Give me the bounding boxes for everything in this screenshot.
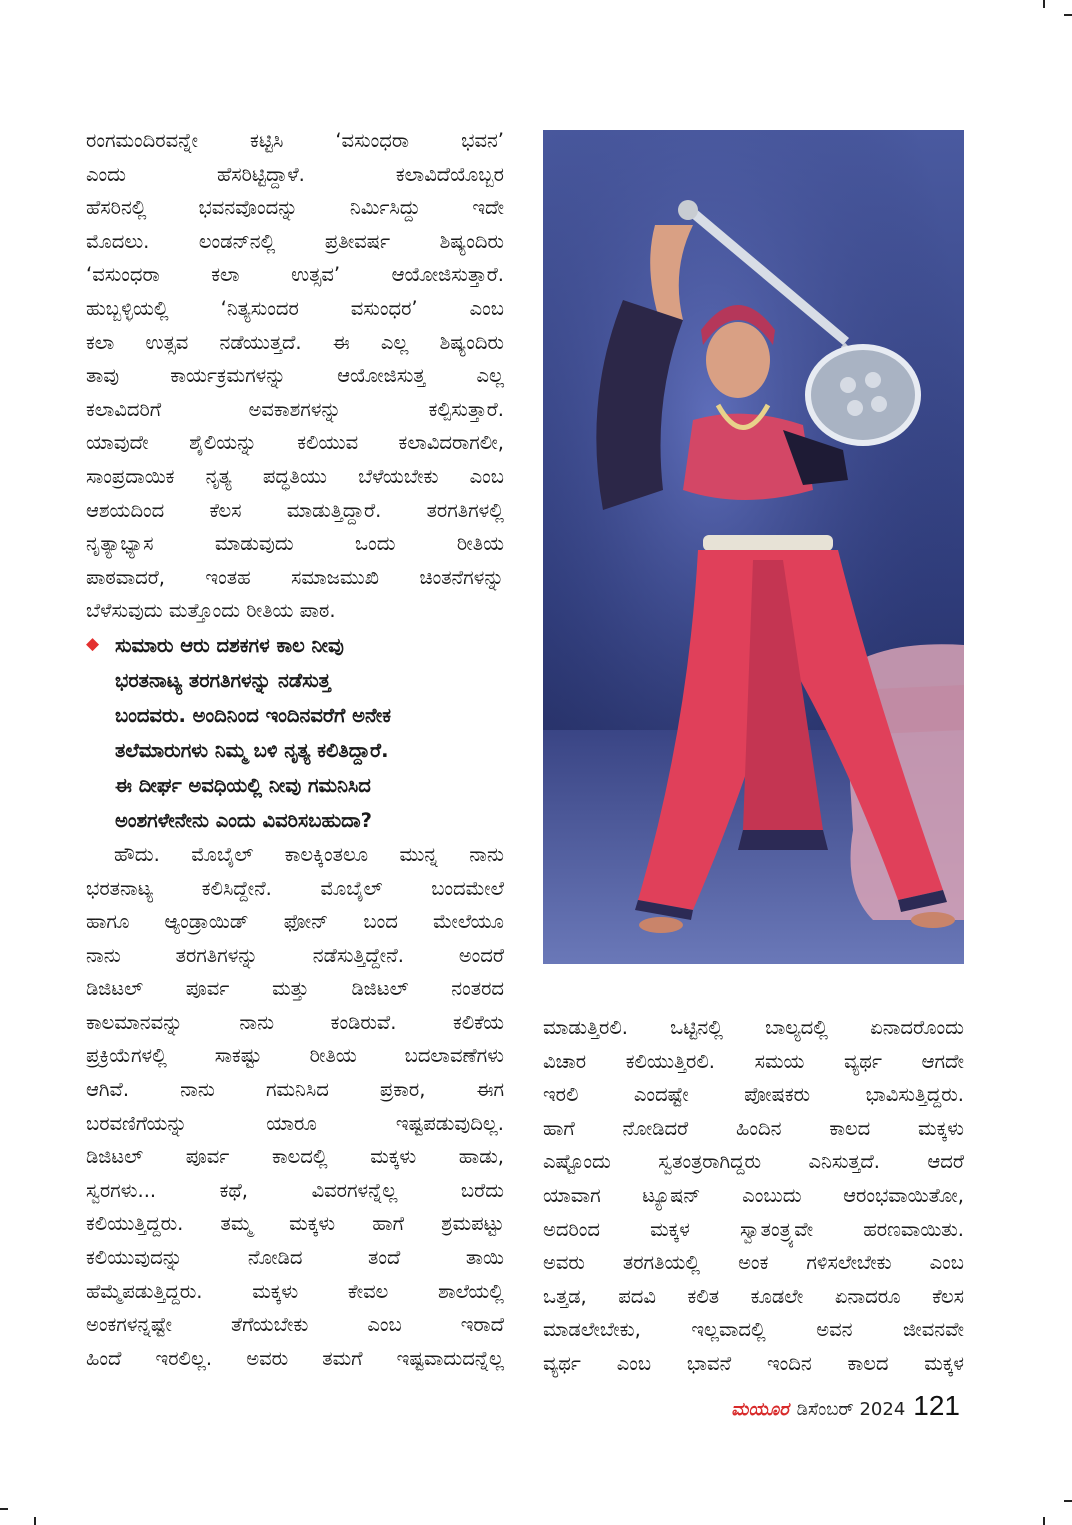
text-line: ಅಂಕಗಳನ್ನಷ್ಟೇ ತೆಗೆಯಬೇಕು ಎಂಬ ಇರಾದೆ <box>86 1313 504 1337</box>
text-line: ಡಿಜಿಟಲ್ ಪೂರ್ವ ಮತ್ತು ಡಿಜಿಟಲ್ ನಂತರದ <box>86 977 504 1001</box>
text-line: ಕಲಿಯುತ್ತಿದ್ದರು. ತಮ್ಮ ಮಕ್ಕಳು ಹಾಗೆ ಶ್ರಮಪಟ್ಟು <box>86 1212 504 1236</box>
diamond-bullet-icon: ◆ <box>86 633 100 654</box>
text-line: ಬೆಳೆಸುವುದು ಮತ್ತೊಂದು ರೀತಿಯ ಪಾಠ. <box>86 599 336 623</box>
paragraph-answer <box>86 838 504 1376</box>
text-line: ತಾವು ಕಾರ್ಯಕ್ರಮಗಳನ್ನು ಆಯೋಜಿಸುತ್ತ ಎಲ್ಲ <box>86 364 504 388</box>
text-line: ಮೊದಲು. ಲಂಡನ್‌ನಲ್ಲಿ ಪ್ರತೀವರ್ಷ ಶಿಷ್ಯಂದಿರು <box>86 229 504 253</box>
dancer-illustration <box>543 130 964 964</box>
dancer-photo <box>543 130 964 964</box>
text-line: ಬರವಣಿಗೆಯನ್ನು ಯಾರೂ ಇಷ್ಟಪಡುವುದಿಲ್ಲ. <box>86 1111 504 1135</box>
text-line: ರಂಗಮಂದಿರವನ್ನೇ ಕಟ್ಟಿಸಿ ‘ವಸುಂಧರಾ ಭವನ’ <box>86 129 504 152</box>
text-line: ವಿಚಾರ ಕಲಿಯುತ್ತಿರಲಿ. ಸಮಯ ವ್ಯರ್ಥ ಆಗದೇ <box>543 1049 964 1073</box>
text-line: ಎಷ್ಟೊಂದು ಸ್ವತಂತ್ರರಾಗಿದ್ದರು ಎನಿಸುತ್ತದೆ. ಆದರೆ <box>543 1150 964 1174</box>
text-line: ಎಂದು ಹೆಸರಿಟ್ಟಿದ್ದಾಳೆ. ಕಲಾವಿದೆಯೊಬ್ಬರ <box>86 162 504 186</box>
question-line: ಸುಮಾರು ಆರು ದಶಕಗಳ ಕಾಲ ನೀವು <box>115 633 344 657</box>
text-line: ಭರತನಾಟ್ಯ ಕಲಿಸಿದ್ದೇನೆ. ಮೊಬೈಲ್ ಬಂದಮೇಲೆ <box>86 876 504 900</box>
text-line: ‘ವಸುಂಧರಾ ಕಲಾ ಉತ್ಸವ’ ಆಯೋಜಿಸುತ್ತಾರೆ. <box>86 263 504 287</box>
page-footer <box>731 1390 960 1422</box>
question-line: ಅಂಶಗಳೇನೇನು ಎಂದು ವಿವರಿಸಬಹುದಾ? <box>115 808 372 832</box>
text-line: ಕಲಾ ಉತ್ಸವ ನಡೆಯುತ್ತದೆ. ಈ ಎಲ್ಲ ಶಿಷ್ಯಂದಿರು <box>86 330 504 354</box>
text-line: ವ್ಯರ್ಥ ಎಂಬ ಭಾವನೆ ಇಂದಿನ ಕಾಲದ ಮಕ್ಕಳ <box>543 1351 964 1375</box>
text-line: ಸಾಂಪ್ರದಾಯಿಕ ನೃತ್ಯ ಪದ್ಧತಿಯು ಬೆಳೆಯಬೇಕು ಎಂಬ <box>86 464 504 488</box>
text-line: ಹಿಂದೆ ಇರಲಿಲ್ಲ. ಅವರು ತಮಗೆ ಇಷ್ಟವಾದುದನ್ನೆಲ್ಲ <box>86 1346 504 1370</box>
text-line: ಡಿಜಿಟಲ್ ಪೂರ್ವ ಕಾಲದಲ್ಲಿ ಮಕ್ಕಳು ಹಾಡು, <box>86 1145 504 1169</box>
text-line: ಒತ್ತಡ, ಪದವಿ ಕಲಿತ ಕೂಡಲೇ ಏನಾದರೂ ಕೆಲಸ <box>543 1284 964 1308</box>
question-line: ಬಂದವರು. ಅಂದಿನಿಂದ ಇಂದಿನವರೆಗೆ ಅನೇಕ <box>115 703 391 727</box>
text-line: ಮಾಡುತ್ತಿರಲಿ. ಒಟ್ಟಿನಲ್ಲಿ ಬಾಲ್ಯದಲ್ಲಿ ಏನಾದರೊಂದು <box>543 1016 964 1039</box>
text-line: ಹೆಸರಿನಲ್ಲಿ ಭವನವೊಂದನ್ನು ನಿರ್ಮಿಸಿದ್ದು ಇದೇ <box>86 196 504 220</box>
text-line: ನಾನು ತರಗತಿಗಳನ್ನು ನಡೆಸುತ್ತಿದ್ದೇನೆ. ಅಂದರೆ <box>86 943 504 967</box>
crop-mark <box>1043 0 1045 8</box>
interview-question <box>86 628 504 838</box>
text-line: ಇರಲಿ ಎಂದಷ್ಟೇ ಪೋಷಕರು ಭಾವಿಸುತ್ತಿದ್ದರು. <box>543 1083 964 1107</box>
right-column <box>543 1011 964 1381</box>
crop-mark <box>1064 1500 1072 1502</box>
question-line: ತಲೆಮಾರುಗಳು ನಿಮ್ಮ ಬಳಿ ನೃತ್ಯ ಕಲಿತಿದ್ದಾರೆ. <box>115 738 389 762</box>
text-line: ಹೆಮ್ಮೆಪಡುತ್ತಿದ್ದರು. ಮಕ್ಕಳು ಕೇವಲ ಶಾಲೆಯಲ್ಲಿ <box>86 1279 504 1303</box>
crop-mark <box>1064 14 1072 16</box>
text-line: ಪ್ರಕ್ರಿಯೆಗಳಲ್ಲಿ ಸಾಕಷ್ಟು ರೀತಿಯ ಬದಲಾವಣೆಗಳು <box>86 1044 504 1068</box>
issue-date: ಡಿಸೆಂಬರ್ 2024 <box>796 1399 906 1420</box>
crop-mark <box>34 1517 36 1525</box>
text-line: ನೃತ್ಯಾಭ್ಯಾಸ ಮಾಡುವುದು ಒಂದು ರೀತಿಯ <box>86 532 504 556</box>
text-line: ಹುಬ್ಬಳ್ಳಿಯಲ್ಲಿ ‘ನಿತ್ಯಸುಂದರ ವಸುಂಧರ’ ಎಂಬ <box>86 296 504 320</box>
text-line: ಕಲಾವಿದರಿಗೆ ಅವಕಾಶಗಳನ್ನು ಕಲ್ಪಿಸುತ್ತಾರೆ. <box>86 397 504 421</box>
text-line: ಅದರಿಂದ ಮಕ್ಕಳ ಸ್ವಾತಂತ್ರ್ಯವೇ ಹರಣವಾಯಿತು. <box>543 1217 964 1241</box>
text-line: ಪಾಠವಾದರೆ, ಇಂತಹ ಸಮಾಜಮುಖಿ ಚಿಂತನೆಗಳನ್ನು <box>86 565 504 589</box>
text-line: ಹೌದು. ಮೊಬೈಲ್ ಕಾಲಕ್ಕಿಂತಲೂ ಮುನ್ನ ನಾನು <box>114 842 504 866</box>
magazine-logo: ಮಯೂರ <box>731 1399 789 1420</box>
question-line: ಈ ದೀರ್ಘ ಅವಧಿಯಲ್ಲಿ ನೀವು ಗಮನಿಸಿದ <box>115 773 371 797</box>
text-line: ಕಾಲಮಾನವನ್ನು ನಾನು ಕಂಡಿರುವೆ. ಕಲಿಕೆಯ <box>86 1010 504 1034</box>
text-line: ಹಾಗೂ ಆ್ಯಂಡ್ರಾಯಿಡ್ ಫೋನ್ ಬಂದ ಮೇಲೆಯೂ <box>86 910 504 934</box>
left-column <box>86 124 504 1375</box>
text-line: ಆಗಿವೆ. ನಾನು ಗಮನಿಸಿದ ಪ್ರಕಾರ, ಈಗ <box>86 1078 504 1102</box>
text-line: ಯಾವುದೇ ಶೈಲಿಯನ್ನು ಕಲಿಯುವ ಕಲಾವಿದರಾಗಲೀ, <box>86 431 504 455</box>
crop-mark <box>1043 1517 1045 1525</box>
text-line: ಹಾಗೆ ನೋಡಿದರೆ ಹಿಂದಿನ ಕಾಲದ ಮಕ್ಕಳು <box>543 1116 964 1140</box>
page-number: 121 <box>913 1390 960 1421</box>
text-line: ಕಲಿಯುವುದನ್ನು ನೋಡಿದ ತಂದೆ ತಾಯಿ <box>86 1246 504 1270</box>
text-line: ಸ್ವರಗಳು... ಕಥೆ, ವಿವರಗಳನ್ನೆಲ್ಲ ಬರೆದು <box>86 1178 504 1202</box>
question-line: ಭರತನಾಟ್ಯ ತರಗತಿಗಳನ್ನು ನಡೆಸುತ್ತ <box>115 668 331 692</box>
paragraph-intro <box>86 124 504 628</box>
text-line: ಮಾಡಲೇಬೇಕು, ಇಲ್ಲವಾದಲ್ಲಿ ಅವನ ಜೀವನವೇ <box>543 1318 964 1342</box>
text-line: ಅವರು ತರಗತಿಯಲ್ಲಿ ಅಂಕ ಗಳಿಸಲೇಬೇಕು ಎಂಬ <box>543 1251 964 1275</box>
crop-mark <box>0 1508 8 1510</box>
text-line: ಆಶಯದಿಂದ ಕೆಲಸ ಮಾಡುತ್ತಿದ್ದಾರೆ. ತರಗತಿಗಳಲ್ಲಿ <box>86 498 504 522</box>
text-line: ಯಾವಾಗ ಟ್ಯೂಷನ್ ಎಂಬುದು ಆರಂಭವಾಯಿತೋ, <box>543 1183 964 1207</box>
